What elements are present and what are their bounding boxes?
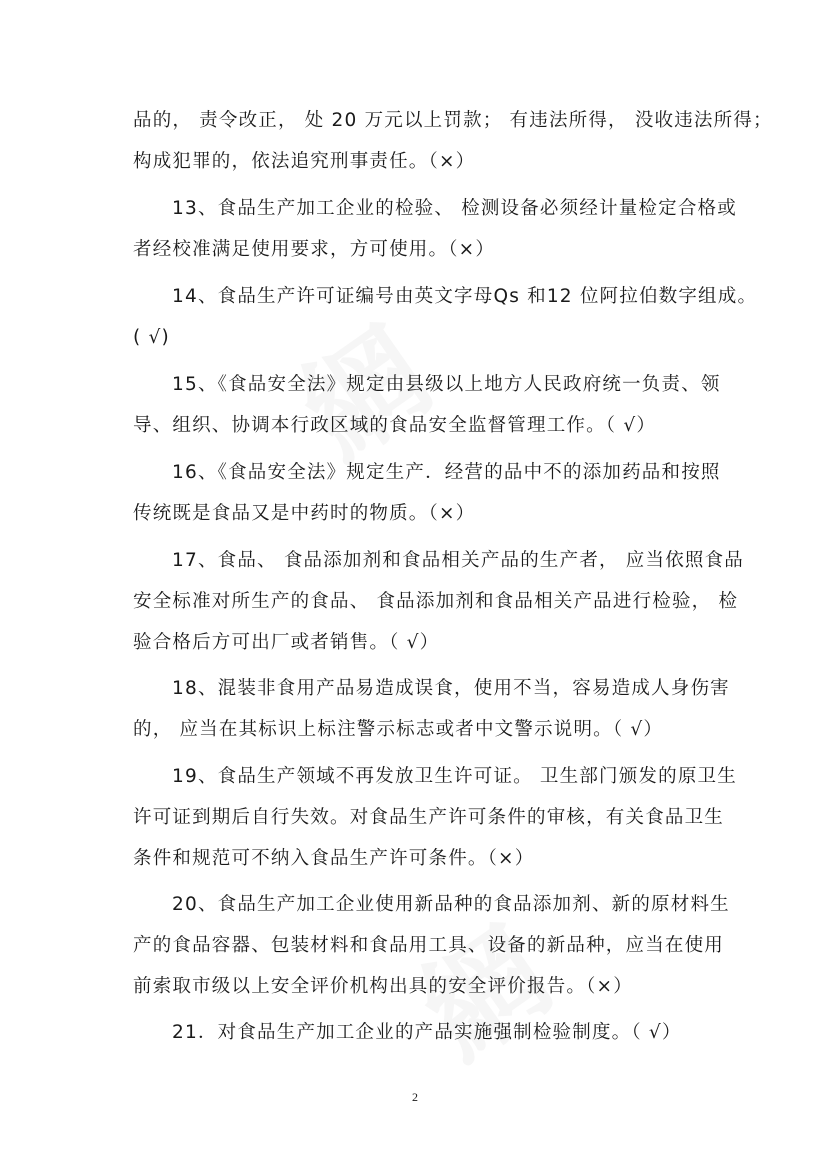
text-line: 安全标准对所生产的食品、 食品添加剂和食品相关产品进行检验， 检 [133,591,739,612]
text-line: 19、食品生产领域不再发放卫生许可证。 卫生部门颁发的原卫生 [172,766,737,787]
text-line: 品的， 责令改正， 处 20 万元以上罚款； 有违法所得， 没收违法所得； [133,110,773,131]
text-line: 13、食品生产加工企业的检验、 检测设备必须经计量检定合格或 [172,198,737,219]
text-line: 传统既是食品又是中药时的物质。（×） [133,503,476,524]
text-line: 20、食品生产加工企业使用新品种的食品添加剂、新的原材料生 [172,894,730,915]
text-line: 16、《食品安全法》规定生产．经营的品中不的添加药品和按照 [172,462,721,483]
text-line: 构成犯罪的，依法追究刑事责任。（×） [133,151,476,172]
text-line: 15、《食品安全法》规定由县级以上地方人民政府统一负责、领 [172,374,721,395]
text-line: 条件和规范可不纳入食品生产许可条件。（×） [133,848,535,869]
text-line: 验合格后方可出厂或者销售。（ √） [133,632,440,653]
text-line: 17、食品、 食品添加剂和食品相关产品的生产者， 应当依照食品 [172,550,745,571]
text-line: ( √) [133,327,170,348]
page-number: 2 [412,1090,418,1104]
text-line: 许可证到期后自行失效。对食品生产许可条件的审核，有关食品卫生 [133,807,725,828]
text-line: 前索取市级以上安全评价机构出具的安全评价报告。（×） [133,976,633,997]
text-line: 产的食品容器、包装材料和食品用工具、设备的新品种，应当在使用 [133,935,725,956]
text-line: 18、混装非食用产品易造成误食，使用不当，容易造成人身伤害 [172,678,730,699]
text-line: 者经校准满足使用要求，方可使用。（×） [133,239,496,260]
text-line: 的， 应当在其标识上标注警示标志或者中文警示说明。（ √） [133,719,664,740]
text-line: 21．对食品生产加工企业的产品实施强制检验制度。（ √） [172,1022,682,1043]
text-line: 导、组织、协调本行政区域的食品安全监督管理工作。（ √） [133,415,657,436]
text-line: 14、食品生产许可证编号由英文字母Qs 和12 位阿拉伯数字组成。 [172,286,758,307]
